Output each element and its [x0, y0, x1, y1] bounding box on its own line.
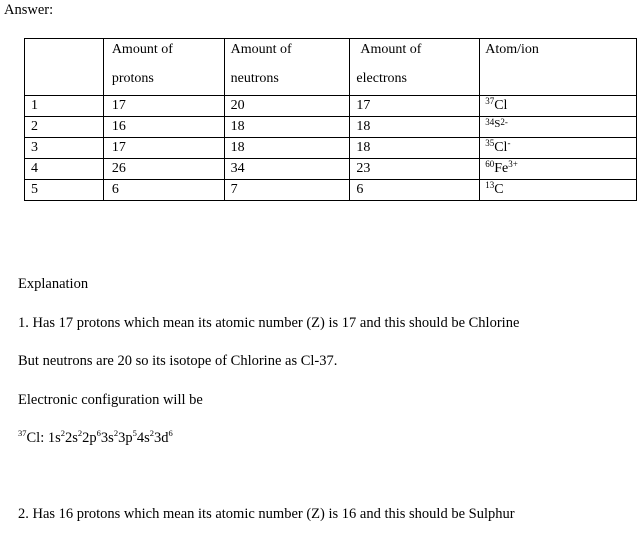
header-text: protons	[111, 71, 154, 86]
mass-number: 60	[485, 159, 495, 169]
row-number: 3	[25, 138, 104, 159]
electronic-configuration	[18, 430, 173, 447]
explanation-line-3: Electronic configuration will be	[18, 392, 203, 408]
atom-ion-cell	[480, 117, 637, 138]
header-text: Amount of	[360, 42, 422, 57]
config-orbital: 2p	[82, 430, 97, 446]
protons-cell: 16	[103, 117, 224, 138]
ion-charge: -	[507, 138, 511, 148]
config-orbital: 4s	[136, 430, 150, 446]
protons-cell: 6	[103, 180, 224, 201]
header-text: Amount of	[230, 42, 292, 57]
ion-charge: 3+	[508, 159, 518, 169]
table-header-row	[25, 39, 637, 96]
config-exponent: 2	[149, 428, 154, 438]
element-symbol: C	[494, 182, 504, 197]
atom-ion-cell	[480, 96, 637, 117]
header-text: electrons	[356, 71, 407, 86]
config-exponent: 2	[60, 428, 65, 438]
atom-ion-cell	[480, 180, 637, 201]
protons-cell: 17	[103, 138, 224, 159]
table-row	[25, 159, 637, 180]
config-prefix: Cl: 1s	[26, 430, 61, 446]
header-text: neutrons	[230, 71, 279, 86]
header-cell-atom-ion	[480, 39, 637, 96]
config-exponent: 2	[77, 428, 83, 438]
electrons-cell: 18	[350, 117, 480, 138]
explanation-line-1: 1. Has 17 protons which mean its atomic number (Z) is 17 and this should be Chlorine	[18, 315, 520, 331]
table-row	[25, 138, 637, 159]
mass-number: 13	[485, 180, 495, 190]
header-cell-electrons	[350, 39, 480, 96]
row-number: 5	[25, 180, 104, 201]
neutrons-cell: 18	[224, 117, 350, 138]
table-row	[25, 180, 637, 201]
table-row	[25, 96, 637, 117]
header-cell-protons	[103, 39, 224, 96]
neutrons-cell: 34	[224, 159, 350, 180]
header-text: Amount of	[111, 42, 173, 57]
config-mass-number: 37	[18, 428, 27, 438]
header-cell-index	[25, 39, 104, 96]
ion-charge: 2-	[500, 117, 508, 127]
element-symbol: Fe	[494, 161, 509, 176]
protons-cell: 26	[103, 159, 224, 180]
element-symbol: Cl	[494, 140, 508, 155]
row-number: 1	[25, 96, 104, 117]
config-exponent: 6	[96, 428, 101, 438]
mass-number: 37	[485, 96, 495, 106]
electrons-cell: 17	[350, 96, 480, 117]
header-cell-neutrons	[224, 39, 350, 96]
mass-number: 34	[485, 117, 495, 127]
atom-ion-table	[24, 38, 637, 201]
config-exponent: 2	[113, 428, 119, 438]
element-symbol: S	[494, 118, 501, 130]
config-orbital: 3s	[100, 430, 114, 446]
explanation-heading: Explanation	[18, 276, 89, 292]
config-orbital: 3p	[118, 430, 133, 446]
atom-ion-cell	[480, 138, 637, 159]
element-symbol: Cl	[494, 98, 508, 113]
atom-ion-cell	[480, 159, 637, 180]
electrons-cell: 23	[350, 159, 480, 180]
explanation-line-4: 2. Has 16 protons which mean its atomic number (Z) is 16 and this should be Sulphur	[18, 506, 515, 522]
explanation-line-2: But neutrons are 20 so its isotope of Chlorine as Cl-37.	[18, 353, 338, 369]
row-number: 4	[25, 159, 104, 180]
row-number: 2	[25, 117, 104, 138]
electrons-cell: 6	[350, 180, 480, 201]
electrons-cell: 18	[350, 138, 480, 159]
config-exponent: 6	[168, 428, 173, 438]
config-exponent: 5	[132, 428, 137, 438]
table-row	[25, 117, 637, 138]
config-orbital: 3d	[153, 430, 169, 446]
config-orbital: 2s	[65, 430, 78, 446]
neutrons-cell: 20	[224, 96, 350, 117]
header-text: Atom/ion	[485, 42, 539, 57]
mass-number: 35	[485, 138, 495, 148]
protons-cell: 17	[103, 96, 224, 117]
answer-label: Answer:	[4, 2, 54, 18]
neutrons-cell: 18	[224, 138, 350, 159]
neutrons-cell: 7	[224, 180, 350, 201]
